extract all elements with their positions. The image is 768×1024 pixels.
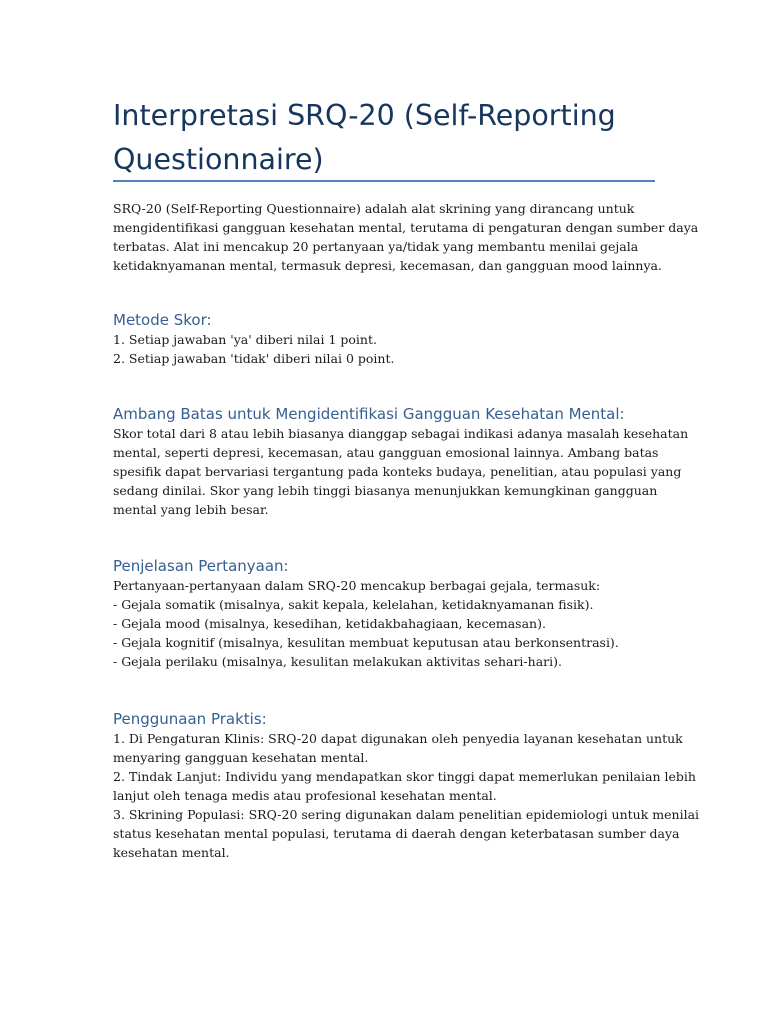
text-line: Pertanyaan-pertanyaan dalam SRQ-20 mencakup berbagai gejala, termasuk: [113, 578, 601, 593]
text-line: mental yang lebih besar. [113, 502, 269, 517]
text-line: sedang dinilai. Skor yang lebih tinggi biasanya menunjukkan kemungkinan gangguan [113, 483, 658, 498]
section-body [113, 576, 658, 671]
text-line: SRQ-20 (Self-Reporting Questionnaire) adalah alat skrining yang dirancang untuk [113, 201, 635, 216]
text-line: ketidaknyamanan mental, termasuk depresi, kecemasan, dan gangguan mood lainnya. [113, 258, 662, 273]
text-line: 1. Setiap jawaban 'ya' diberi nilai 1 point. [113, 332, 377, 347]
text-line: 2. Setiap jawaban 'tidak' diberi nilai 0 point. [113, 351, 395, 366]
text-line: - Gejala kognitif (misalnya, kesulitan membuat keputusan atau berkonsentrasi). [113, 635, 619, 650]
section-scoring-method [113, 310, 658, 368]
text-line: menyaring gangguan kesehatan mental. [113, 750, 369, 765]
text-line: 1. Di Pengaturan Klinis: SRQ-20 dapat digunakan oleh penyedia layanan kesehatan untuk [113, 731, 683, 746]
document-title [113, 94, 673, 182]
section-heading: Metode Skor: [113, 311, 212, 329]
text-line: mengidentifikasi gangguan kesehatan mental, terutama di pengaturan dengan sumber daya [113, 220, 699, 235]
section-heading: Ambang Batas untuk Mengidentifikasi Gangguan Kesehatan Mental: [113, 405, 625, 423]
text-line: 2. Tindak Lanjut: Individu yang mendapatkan skor tinggi dapat memerlukan penilaian lebih [113, 769, 696, 784]
title-underline [113, 180, 655, 182]
text-line: Skor total dari 8 atau lebih biasanya dianggap sebagai indikasi adanya masalah kesehatan [113, 426, 689, 441]
text-line: - Gejala mood (misalnya, kesedihan, ketidakbahagiaan, kecemasan). [113, 616, 546, 631]
section-body [113, 424, 689, 519]
text-line: terbatas. Alat ini mencakup 20 pertanyaan ya/tidak yang membantu menilai gejala [113, 239, 639, 254]
text-line: - Gejala perilaku (misalnya, kesulitan melakukan aktivitas sehari-hari). [113, 654, 562, 669]
section-body [113, 729, 700, 862]
text-line: status kesehatan mental populasi, terutama di daerah dengan keterbatasan sumber daya [113, 826, 680, 841]
section-body [113, 330, 658, 368]
title-line: Interpretasi SRQ-20 (Self-Reporting [113, 99, 616, 132]
text-line: spesifik dapat bervariasi tergantung pada konteks budaya, penelitian, atau populasi yang [113, 464, 682, 479]
text-line: - Gejala somatik (misalnya, sakit kepala, kelelahan, ketidaknyamanan fisik). [113, 597, 594, 612]
section-threshold [113, 404, 689, 519]
section-heading: Penjelasan Pertanyaan: [113, 557, 289, 575]
text-line: lanjut oleh tenaga medis atau profesional kesehatan mental. [113, 788, 497, 803]
text-line: kesehatan mental. [113, 845, 230, 860]
section-question-explanation [113, 556, 658, 671]
section-heading: Penggunaan Praktis: [113, 710, 267, 728]
text-line: mental, seperti depresi, kecemasan, atau gangguan emosional lainnya. Ambang batas [113, 445, 659, 460]
text-line: 3. Skrining Populasi: SRQ-20 sering digunakan dalam penelitian epidemiologi untuk menilai [113, 807, 700, 822]
section-practical-use [113, 709, 700, 862]
title-line: Questionnaire) [113, 143, 324, 176]
intro-paragraph [113, 199, 699, 275]
